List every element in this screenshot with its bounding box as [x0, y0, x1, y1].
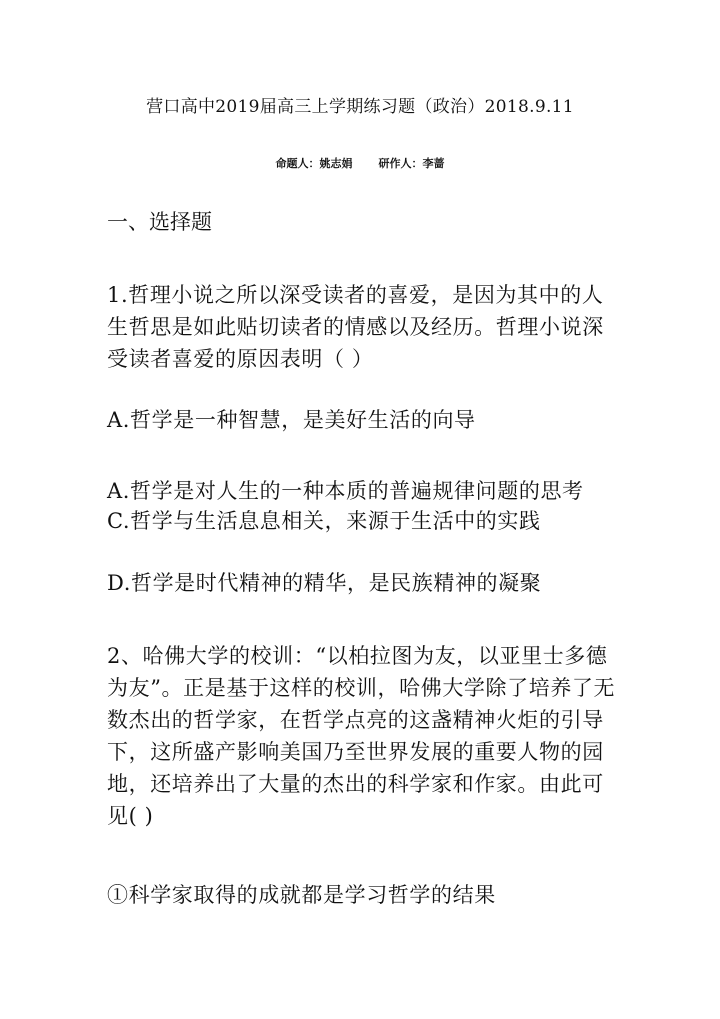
question-1-option: C.哲学与生活息息相关，来源于生活中的实践 [107, 509, 541, 533]
question-2-stem: 2、哈佛大学的校训：“以柏拉图为友，以亚里士多德为友”。正是基于这样的校训，哈佛大学除了培养了无数杰出的哲学家，在哲学点亮的这盏精神火炬的引导下，这所盛产影响美国乃至世界发展的重要人物的园地，还培养出了大量的杰出的科学家和作家。由此可见( ) [107, 644, 616, 828]
question-1-option: A.哲学是一种智慧，是美好生活的向导 [107, 408, 476, 432]
page-title: 营口高中2019届高三上学期练习题（政治）2018.9.11 [146, 97, 574, 117]
section-heading: 一、选择题 [107, 210, 212, 234]
researcher-label: 研作人：李蔷 [378, 157, 445, 170]
question-1-option: D.哲学是时代精神的精华，是民族精神的凝聚 [107, 571, 542, 595]
setter-label: 命题人：姚志娟 [275, 157, 353, 170]
question-1-option: A.哲学是对人生的一种本质的普遍规律问题的思考 [107, 479, 584, 503]
question-1-stem: 1.哲理小说之所以深受读者的喜爱，是因为其中的人生哲思是如此贴切读者的情感以及经历。哲理小说深受读者喜爱的原因表明（ ） [107, 283, 604, 371]
author-line [0, 156, 720, 172]
question-2-option: ①科学家取得的成就都是学习哲学的结果 [107, 883, 496, 907]
